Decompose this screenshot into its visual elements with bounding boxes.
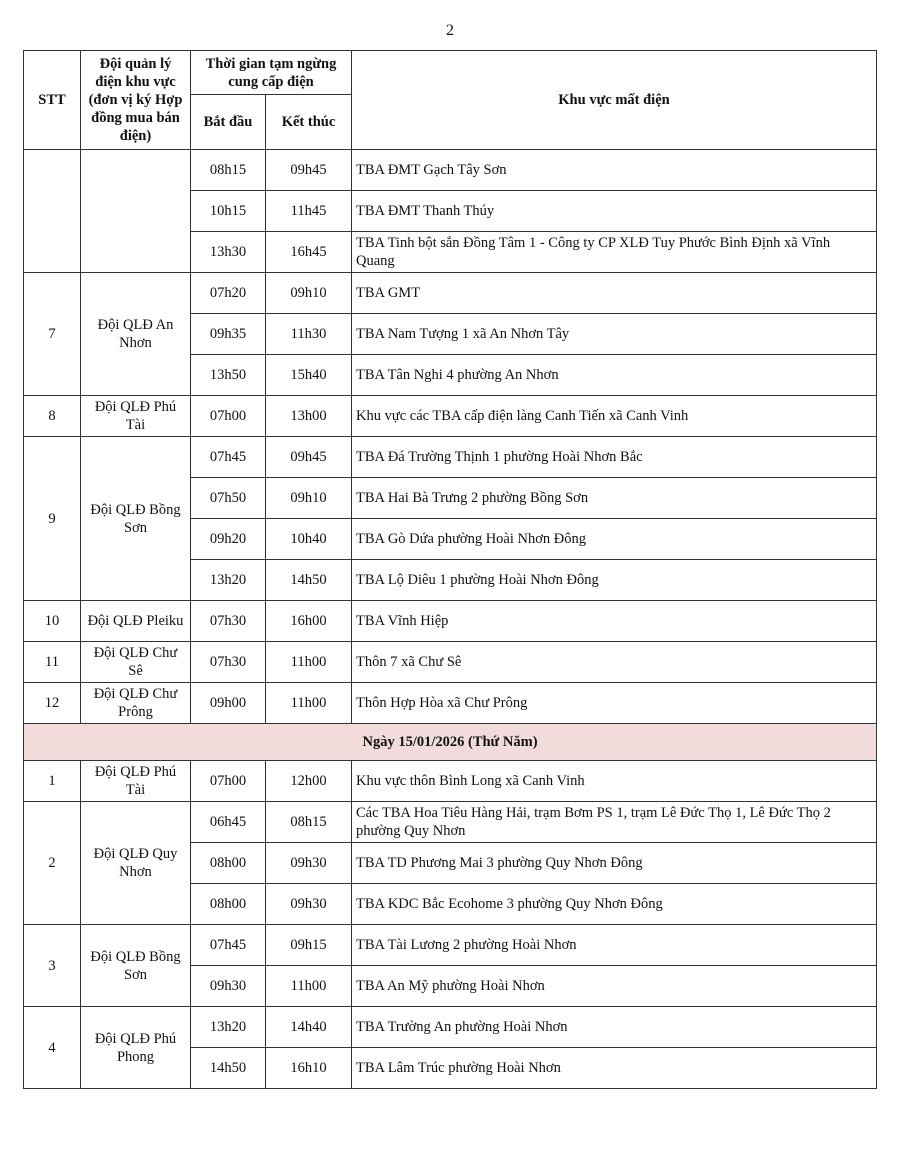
start-cell: 10h15 (191, 191, 266, 232)
area-cell: Các TBA Hoa Tiêu Hàng Hải, trạm Bơm PS 1, trạm Lê Đức Thọ 1, Lê Đức Thọ 2 phường Quy Nhơn (352, 802, 877, 843)
area-cell: TBA KDC Bắc Ecohome 3 phường Quy Nhơn Đông (352, 884, 877, 925)
stt-cell: 1 (24, 761, 81, 802)
area-cell: TBA ĐMT Thanh Thúy (352, 191, 877, 232)
team-cell: Đội QLĐ Phú Phong (81, 1007, 191, 1089)
start-cell: 08h00 (191, 843, 266, 884)
stt-cell: 10 (24, 601, 81, 642)
area-cell: TBA Trường An phường Hoài Nhơn (352, 1007, 877, 1048)
end-cell: 09h30 (266, 843, 352, 884)
start-cell: 07h00 (191, 761, 266, 802)
start-cell: 08h15 (191, 150, 266, 191)
stt-cell (24, 150, 81, 273)
area-cell: Khu vực thôn Bình Long xã Canh Vinh (352, 761, 877, 802)
area-cell: TBA Nam Tượng 1 xã An Nhơn Tây (352, 314, 877, 355)
end-cell: 11h45 (266, 191, 352, 232)
stt-cell: 4 (24, 1007, 81, 1089)
area-cell: TBA Tinh bột sắn Đồng Tâm 1 - Công ty CP XLĐ Tuy Phước Bình Định xã Vĩnh Quang (352, 232, 877, 273)
header-time-group: Thời gian tạm ngừng cung cấp điện (191, 51, 352, 95)
start-cell: 09h30 (191, 966, 266, 1007)
area-cell: TBA An Mỹ phường Hoài Nhơn (352, 966, 877, 1007)
end-cell: 09h15 (266, 925, 352, 966)
stt-cell: 7 (24, 273, 81, 396)
day-header: Ngày 15/01/2026 (Thứ Năm) (24, 724, 877, 761)
end-cell: 11h30 (266, 314, 352, 355)
start-cell: 07h30 (191, 601, 266, 642)
start-cell: 09h35 (191, 314, 266, 355)
area-cell: TBA Hai Bà Trưng 2 phường Bồng Sơn (352, 478, 877, 519)
area-cell: Thôn Hợp Hòa xã Chư Prông (352, 683, 877, 724)
end-cell: 14h50 (266, 560, 352, 601)
end-cell: 16h45 (266, 232, 352, 273)
team-cell: Đội QLĐ Chư Prông (81, 683, 191, 724)
end-cell: 09h45 (266, 437, 352, 478)
end-cell: 09h10 (266, 273, 352, 314)
start-cell: 13h20 (191, 560, 266, 601)
start-cell: 07h30 (191, 642, 266, 683)
area-cell: TBA Tân Nghi 4 phường An Nhơn (352, 355, 877, 396)
team-cell: Đội QLĐ Phú Tài (81, 761, 191, 802)
team-cell: Đội QLĐ Bồng Sơn (81, 437, 191, 601)
area-cell: TBA Gò Dứa phường Hoài Nhơn Đông (352, 519, 877, 560)
end-cell: 09h30 (266, 884, 352, 925)
header-team: Đội quản lý điện khu vực (đơn vị ký Hợp đồng mua bán điện) (81, 51, 191, 150)
table-row (24, 683, 877, 724)
start-cell: 07h45 (191, 925, 266, 966)
end-cell: 13h00 (266, 396, 352, 437)
header-end: Kết thúc (266, 95, 352, 150)
stt-cell: 2 (24, 802, 81, 925)
table-row (24, 761, 877, 802)
table-row (24, 437, 877, 478)
area-cell: TBA ĐMT Gạch Tây Sơn (352, 150, 877, 191)
area-cell: TBA Đá Trường Thịnh 1 phường Hoài Nhơn Bắc (352, 437, 877, 478)
team-cell: Đội QLĐ An Nhơn (81, 273, 191, 396)
end-cell: 08h15 (266, 802, 352, 843)
start-cell: 07h20 (191, 273, 266, 314)
end-cell: 09h10 (266, 478, 352, 519)
area-cell: Thôn 7 xã Chư Sê (352, 642, 877, 683)
end-cell: 12h00 (266, 761, 352, 802)
end-cell: 16h10 (266, 1048, 352, 1089)
stt-cell: 9 (24, 437, 81, 601)
end-cell: 14h40 (266, 1007, 352, 1048)
power-outage-schedule-table (23, 50, 877, 1089)
start-cell: 07h45 (191, 437, 266, 478)
table-row (24, 642, 877, 683)
area-cell: Khu vực các TBA cấp điện làng Canh Tiến xã Canh Vinh (352, 396, 877, 437)
end-cell: 09h45 (266, 150, 352, 191)
area-cell: TBA Lâm Trúc phường Hoài Nhơn (352, 1048, 877, 1089)
end-cell: 11h00 (266, 642, 352, 683)
team-cell: Đội QLĐ Pleiku (81, 601, 191, 642)
header-area: Khu vực mất điện (352, 51, 877, 150)
start-cell: 08h00 (191, 884, 266, 925)
start-cell: 13h50 (191, 355, 266, 396)
table-row (24, 925, 877, 966)
area-cell: TBA Tài Lương 2 phường Hoài Nhơn (352, 925, 877, 966)
start-cell: 09h00 (191, 683, 266, 724)
header-start: Bắt đầu (191, 95, 266, 150)
start-cell: 13h20 (191, 1007, 266, 1048)
table-row (24, 273, 877, 314)
end-cell: 16h00 (266, 601, 352, 642)
team-cell (81, 150, 191, 273)
team-cell: Đội QLĐ Quy Nhơn (81, 802, 191, 925)
end-cell: 11h00 (266, 966, 352, 1007)
start-cell: 13h30 (191, 232, 266, 273)
start-cell: 06h45 (191, 802, 266, 843)
stt-cell: 11 (24, 642, 81, 683)
page-number: 2 (446, 22, 454, 39)
start-cell: 09h20 (191, 519, 266, 560)
end-cell: 10h40 (266, 519, 352, 560)
table-row (24, 1007, 877, 1048)
start-cell: 14h50 (191, 1048, 266, 1089)
stt-cell: 8 (24, 396, 81, 437)
stt-cell: 12 (24, 683, 81, 724)
start-cell: 07h00 (191, 396, 266, 437)
end-cell: 15h40 (266, 355, 352, 396)
day-header-row (24, 724, 877, 761)
start-cell: 07h50 (191, 478, 266, 519)
area-cell: TBA GMT (352, 273, 877, 314)
team-cell: Đội QLĐ Phú Tài (81, 396, 191, 437)
stt-cell: 3 (24, 925, 81, 1007)
table-row (24, 601, 877, 642)
table-row (24, 396, 877, 437)
area-cell: TBA Lộ Diêu 1 phường Hoài Nhơn Đông (352, 560, 877, 601)
area-cell: TBA TD Phương Mai 3 phường Quy Nhơn Đông (352, 843, 877, 884)
table-row (24, 150, 877, 191)
end-cell: 11h00 (266, 683, 352, 724)
team-cell: Đội QLĐ Bồng Sơn (81, 925, 191, 1007)
header-stt: STT (24, 51, 81, 150)
area-cell: TBA Vĩnh Hiệp (352, 601, 877, 642)
team-cell: Đội QLĐ Chư Sê (81, 642, 191, 683)
table-row (24, 802, 877, 843)
